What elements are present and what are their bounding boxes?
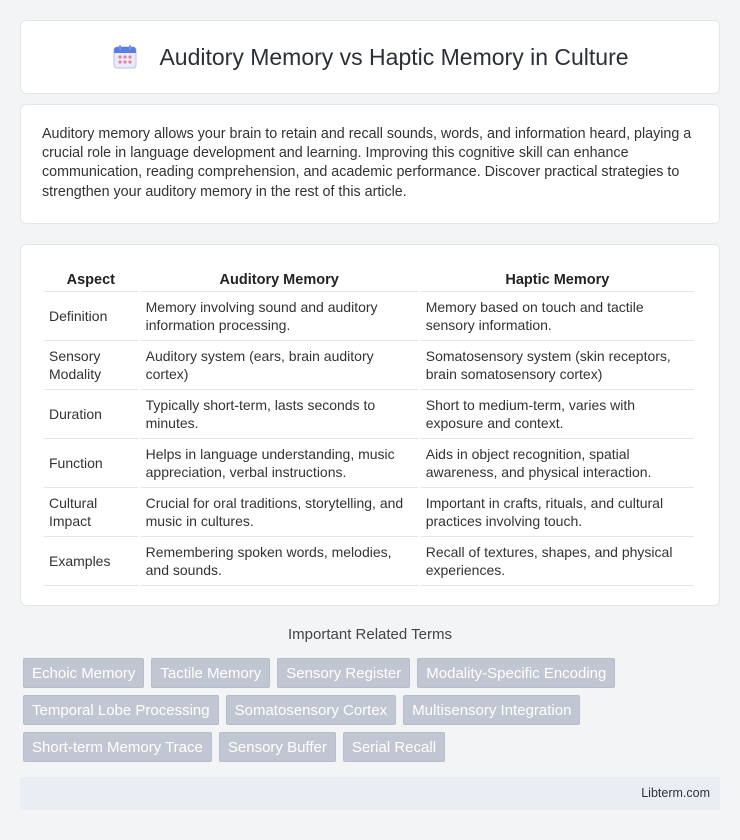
tag-sensory-buffer[interactable]: Sensory Buffer — [219, 732, 336, 762]
tag-sensory-register[interactable]: Sensory Register — [277, 658, 410, 688]
row-auditory: Crucial for oral traditions, storytelling, and music in cultures. — [141, 487, 418, 536]
tag-somatosensory-cortex[interactable]: Somatosensory Cortex — [226, 695, 397, 725]
table-row — [44, 291, 694, 340]
intro-card — [20, 104, 720, 224]
row-aspect: Definition — [44, 291, 138, 340]
footer — [20, 777, 720, 810]
tag-tactile-memory[interactable]: Tactile Memory — [151, 658, 270, 688]
tag-modality-specific-encoding[interactable]: Modality-Specific Encoding — [417, 658, 615, 688]
related-terms-title: Important Related Terms — [288, 626, 452, 643]
row-haptic: Somatosensory system (skin receptors, brain somatosensory cortex) — [421, 340, 694, 389]
tag-short-term-memory-trace[interactable]: Short-term Memory Trace — [23, 732, 212, 762]
row-aspect: Function — [44, 438, 138, 487]
row-aspect: Cultural Impact — [44, 487, 138, 536]
tag-serial-recall[interactable]: Serial Recall — [343, 732, 445, 762]
table-header-row — [44, 265, 694, 291]
header-auditory: Auditory Memory — [219, 272, 339, 288]
tag-temporal-lobe-processing[interactable]: Temporal Lobe Processing — [23, 695, 219, 725]
table-row — [44, 536, 694, 586]
row-aspect: Duration — [44, 389, 138, 438]
tag-echoic-memory[interactable]: Echoic Memory — [23, 658, 144, 688]
row-auditory: Typically short-term, lasts seconds to minutes. — [141, 389, 418, 438]
row-auditory: Auditory system (ears, brain auditory cortex) — [141, 340, 418, 389]
header-haptic: Haptic Memory — [505, 272, 610, 288]
row-auditory: Remembering spoken words, melodies, and sounds. — [141, 536, 418, 586]
tag-multisensory-integration[interactable]: Multisensory Integration — [403, 695, 580, 725]
table-row — [44, 340, 694, 389]
table-row — [44, 487, 694, 536]
table-row — [44, 438, 694, 487]
tag-row — [23, 732, 723, 762]
footer-site-link[interactable]: Libterm.com — [641, 786, 710, 800]
comparison-table-card — [20, 244, 720, 606]
row-haptic: Short to medium-term, varies with exposure and context. — [421, 389, 694, 438]
row-auditory: Memory involving sound and auditory information processing. — [141, 291, 418, 340]
row-haptic: Aids in object recognition, spatial awareness, and physical interaction. — [421, 438, 694, 487]
tag-row — [23, 695, 723, 725]
title-card — [20, 20, 720, 94]
calendar-grid-icon — [111, 43, 139, 71]
related-terms-list — [23, 658, 723, 769]
row-haptic: Important in crafts, rituals, and cultural practices involving touch. — [421, 487, 694, 536]
row-auditory: Helps in language understanding, music appreciation, verbal instructions. — [141, 438, 418, 487]
tag-row — [23, 658, 723, 688]
header-aspect: Aspect — [66, 272, 115, 288]
comparison-table — [41, 265, 697, 586]
table-row — [44, 389, 694, 438]
row-haptic: Memory based on touch and tactile sensory information. — [421, 291, 694, 340]
row-haptic: Recall of textures, shapes, and physical experiences. — [421, 536, 694, 586]
intro-paragraph: Auditory memory allows your brain to retain and recall sounds, words, and information heard, playing a crucial role in language development and learning. Improving this cognitive skill can enhance communication, reading comprehension, and academic performance. Discover practical strategies to strengthen your auditory memory in the rest of this article. — [42, 126, 692, 200]
row-aspect: Sensory Modality — [44, 340, 138, 389]
row-aspect: Examples — [44, 536, 138, 586]
page-title: Auditory Memory vs Haptic Memory in Culture — [159, 43, 629, 70]
